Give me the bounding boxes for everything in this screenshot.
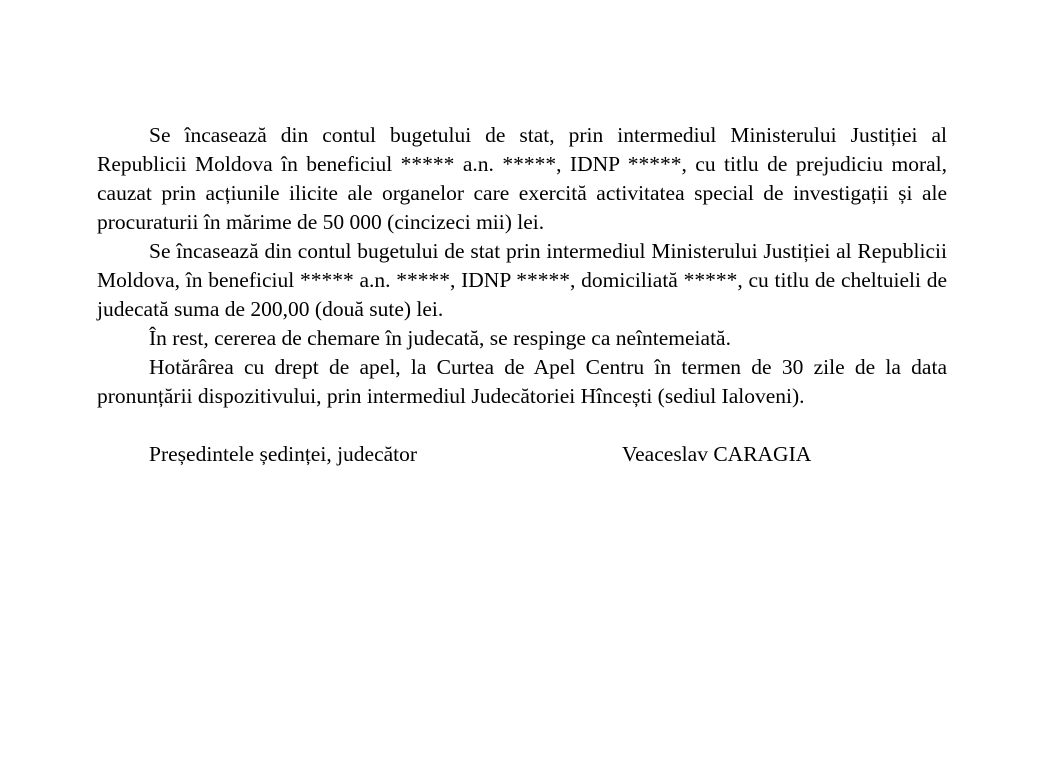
signature-role: Președintele ședinței, judecător xyxy=(149,442,418,466)
signature-block xyxy=(97,440,947,469)
signature-name: Veaceslav CARAGIA xyxy=(622,442,812,466)
paragraph-compensation-moral-damage: Se încasează din contul bugetului de stat, prin intermediul Ministerului Justiției al Republicii Moldova în beneficiul ***** a.n. *****, IDNP *****, cu titlu de prejudiciu moral, cauzat prin acțiunile ilicite ale organelor care exercită activitatea special de investigații și ale procuraturii în mărime de 50 000 (cincizeci mii) lei. xyxy=(97,123,947,234)
spacer xyxy=(97,411,947,440)
paragraph-rejection: În rest, cererea de chemare în judecată, se respinge ca neîntemeiată. xyxy=(149,326,731,350)
paragraph-appeal: Hotărârea cu drept de apel, la Curtea de Apel Centru în termen de 30 zile de la data pronunțării dispozitivului, prin intermediul Judecătoriei Hîncești (sediul Ialoveni). xyxy=(97,355,947,408)
document-page xyxy=(97,121,947,469)
paragraph-court-costs: Se încasează din contul bugetului de stat prin intermediul Ministerului Justiției al Republicii Moldova, în beneficiul ***** a.n. *****, IDNP *****, domiciliată *****, cu titlu de cheltuieli de judecată suma de 200,00 (două sute) lei. xyxy=(97,239,947,321)
